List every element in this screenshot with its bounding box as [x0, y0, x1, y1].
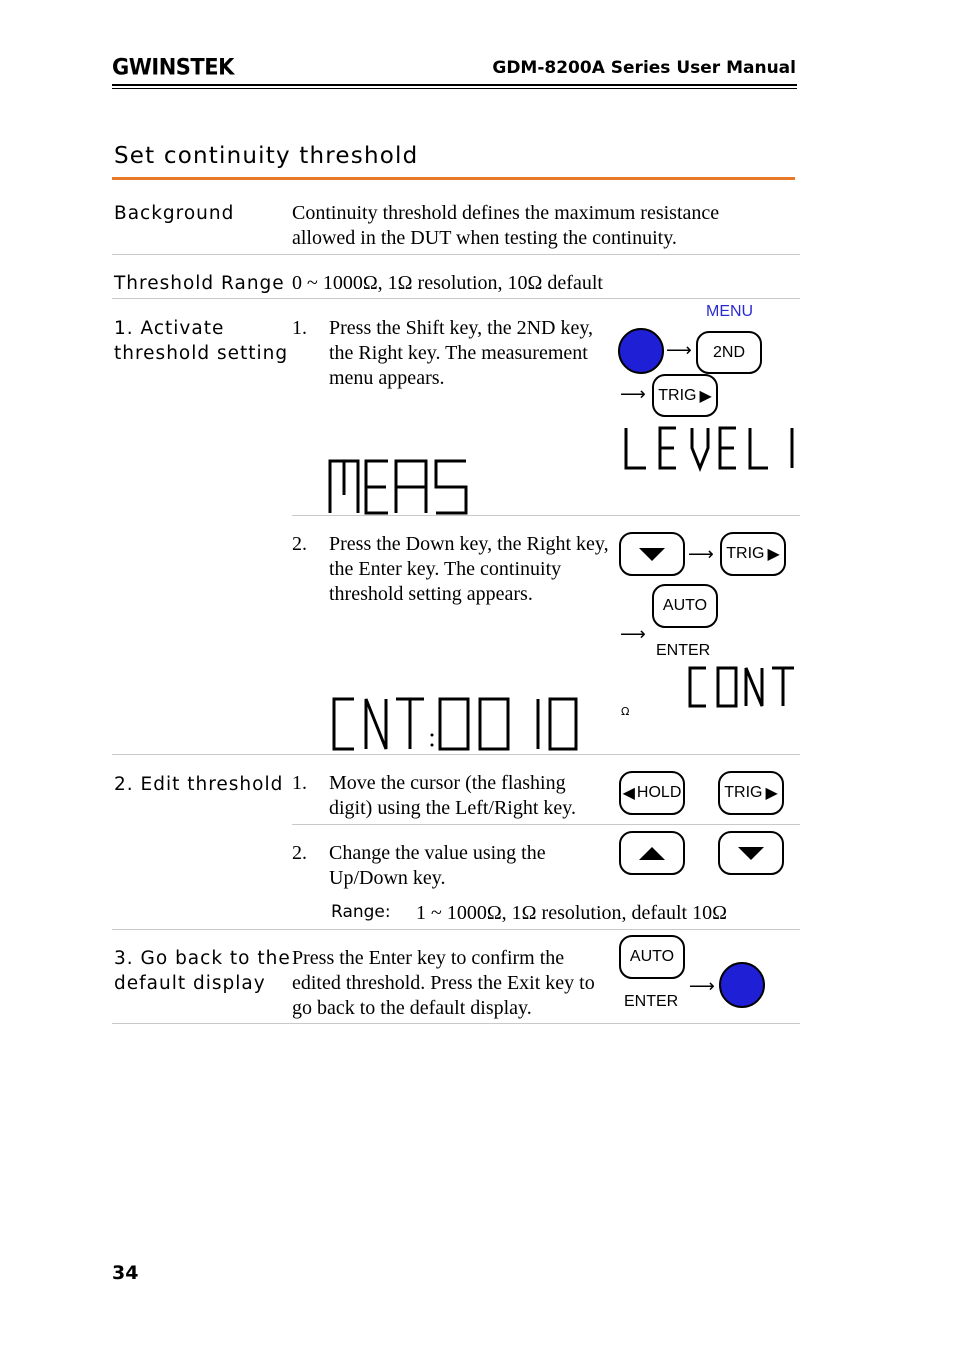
arrow-icon: ⟶: [688, 544, 714, 565]
auto-key[interactable]: AUTO: [619, 935, 685, 979]
down-arrow-icon: [639, 548, 665, 561]
step3-label-line1: 3. Go back to the: [114, 948, 291, 969]
step2-item2-num: 2.: [292, 842, 307, 864]
step2-item1-text: Move the cursor (the flashing digit) using the Left/Right key.: [329, 772, 577, 819]
colon-dot: [431, 744, 434, 747]
arrow-icon: ⟶: [666, 340, 692, 361]
step1-item2-text: Press the Down key, the Right key, the Enter key. The continuity threshold setting appears.: [329, 533, 609, 605]
shift-key-icon[interactable]: [618, 328, 664, 374]
manual-title: GDM-8200A Series User Manual: [492, 58, 796, 78]
trig-key-label: TRIG: [724, 784, 763, 801]
step1-item1-num: 1.: [292, 317, 307, 339]
right-arrow-icon: ▶: [765, 785, 778, 802]
divider: [112, 254, 800, 255]
divider: [112, 298, 800, 299]
arrow-icon: ⟶: [620, 624, 646, 645]
threshold-range-text: 0 ~ 1000Ω, 1Ω resolution, 10Ω default: [292, 272, 603, 294]
lcd-level-display: [620, 424, 800, 474]
trig-right-key[interactable]: [718, 771, 784, 815]
down-key[interactable]: [619, 532, 685, 576]
lcd-cnt-display: [330, 695, 582, 755]
page-number: 34: [112, 1262, 139, 1284]
lcd-meas-display: [326, 455, 476, 517]
step2-item2-text: Change the value using the Up/Down key.: [329, 842, 546, 889]
divider: [112, 1023, 800, 1024]
step2-item1-num: 1.: [292, 772, 307, 794]
auto-key[interactable]: AUTO: [652, 584, 718, 628]
hold-left-key[interactable]: [619, 771, 685, 815]
divider: [292, 824, 800, 825]
section-title: Set continuity threshold: [114, 143, 419, 169]
right-arrow-icon: ▶: [699, 387, 712, 405]
trig-key-label: TRIG: [658, 386, 697, 404]
step2-label: 2. Edit threshold: [114, 774, 284, 795]
right-arrow-icon: ▶: [767, 546, 780, 563]
colon-dot: [431, 734, 434, 737]
section-title-rule: [112, 177, 795, 180]
brand-logo: GWINSTEK: [112, 54, 234, 80]
divider: [292, 515, 800, 516]
step3-label-line2: default display: [114, 973, 266, 994]
menu-label: MENU: [706, 303, 754, 320]
step1-item1-text: Press the Shift key, the 2ND key, the Right key. The measurement menu appears.: [329, 317, 594, 389]
background-text: Continuity threshold defines the maximum resistance allowed in the DUT when testing the continuity.: [292, 202, 720, 249]
lcd-cont-display: [686, 664, 798, 712]
threshold-range-label: Threshold Range: [114, 273, 285, 294]
range-label: Range:: [331, 902, 391, 922]
step1-label: [114, 316, 288, 366]
enter-label: ENTER: [624, 993, 679, 1010]
header-rule-thin: [112, 88, 797, 89]
unit-ohm: Ω: [621, 705, 630, 718]
2nd-key[interactable]: 2ND: [696, 331, 762, 374]
hold-key-label: HOLD: [636, 784, 682, 801]
step3-text: Press the Enter key to confirm the edited threshold. Press the Exit key to go back to the default display.: [292, 947, 595, 1019]
up-arrow-icon: [639, 847, 665, 860]
trig-right-key[interactable]: [652, 374, 718, 417]
background-label: Background: [114, 203, 235, 224]
down-key[interactable]: [718, 831, 784, 875]
step1-label-line1: 1. Activate: [114, 318, 225, 339]
divider: [112, 929, 800, 930]
divider: [112, 754, 800, 755]
up-key[interactable]: [619, 831, 685, 875]
left-arrow-icon: ◀: [622, 785, 635, 802]
step3-label: [114, 946, 291, 996]
arrow-icon: ⟶: [689, 976, 715, 997]
trig-right-key[interactable]: [720, 532, 786, 576]
step1-label-line2: threshold setting: [114, 343, 289, 364]
header-rule: [112, 84, 797, 86]
exit-key-icon[interactable]: [719, 962, 765, 1008]
down-arrow-icon: [738, 847, 764, 860]
arrow-icon: ⟶: [620, 384, 646, 405]
step1-item2-num: 2.: [292, 533, 307, 555]
range-text: 1 ~ 1000Ω, 1Ω resolution, default 10Ω: [416, 902, 727, 924]
trig-key-label: TRIG: [726, 545, 765, 562]
enter-label: ENTER: [656, 642, 711, 659]
